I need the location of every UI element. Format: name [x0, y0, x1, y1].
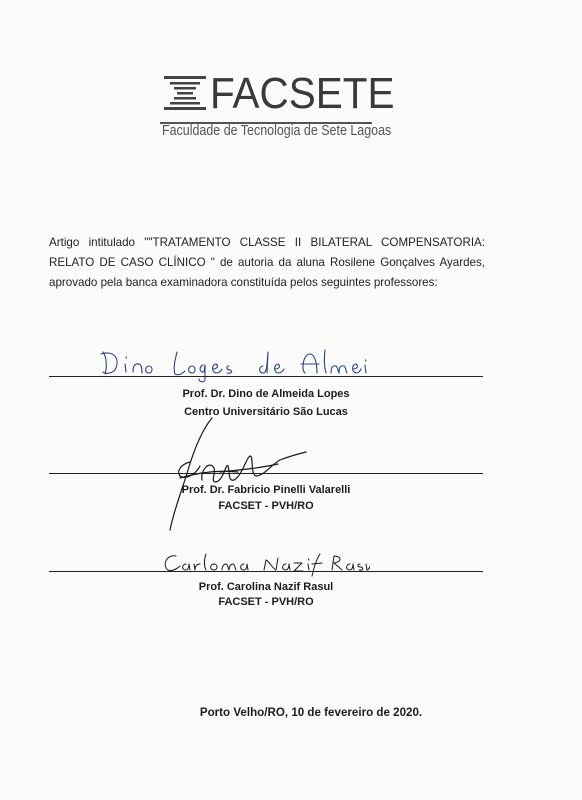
- handwritten-signature-1: [95, 344, 375, 384]
- signatory-1-institution: Centro Universitário São Lucas: [184, 406, 348, 418]
- signature-line-1: [49, 376, 483, 377]
- signatory-3-name: Prof. Carolina Nazif Rasul: [198, 581, 334, 593]
- signatory-2-institution: FACSET - PVH/RO: [218, 500, 314, 512]
- paragraph-line-1: Artigo intitulado ""TRATAMENTO CLASSE II BILATERAL COMPENSATORIA:: [49, 236, 485, 249]
- approval-paragraph: [49, 233, 485, 293]
- handwritten-signature-2: [160, 410, 310, 540]
- signatory-1-name: Prof. Dr. Dino de Almeida Lopes: [182, 388, 350, 400]
- signatory-3-institution: FACSET - PVH/RO: [218, 596, 314, 608]
- paragraph-line-3: aprovado pela banca examinadora constituída pelos seguintes professores:: [49, 276, 438, 289]
- logo-tagline: Faculdade de Tecnologia de Sete Lagoas: [162, 123, 392, 139]
- logo-wordmark: FACSETE: [210, 69, 395, 118]
- facsete-striped-mark-icon: [164, 76, 206, 114]
- signature-line-3: [49, 571, 483, 572]
- handwritten-signature-3: [160, 550, 370, 578]
- signature-line-2: [49, 473, 483, 474]
- signatory-2-name: Prof. Dr. Fabricio Pinelli Valarelli: [181, 484, 351, 496]
- facsete-logo: [158, 69, 395, 142]
- place-and-date: Porto Velho/RO, 10 de fevereiro de 2020.: [199, 706, 423, 719]
- paragraph-line-2: RELATO DE CASO CLÍNICO " de autoria da aluna Rosilene Gonçalves Ayardes,: [49, 256, 485, 269]
